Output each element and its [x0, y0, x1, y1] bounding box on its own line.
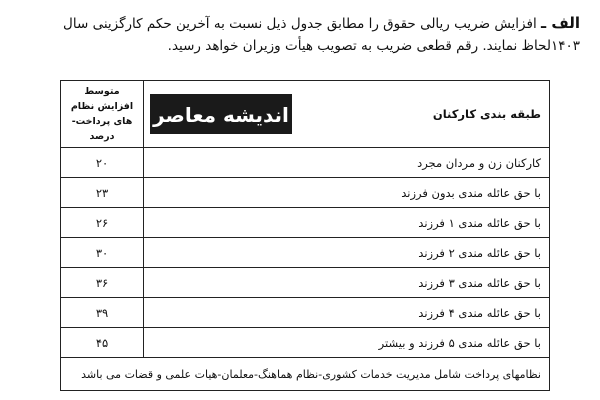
table-footer-row	[61, 358, 550, 391]
row-percent: ۲۰	[61, 148, 144, 178]
section-letter: الف ـ	[541, 14, 580, 32]
row-category: با حق عائله مندی بدون فرزند	[144, 178, 550, 208]
row-percent: ۳۹	[61, 298, 144, 328]
table-row	[61, 208, 550, 238]
intro-text: افزایش ضریب ریالی حقوق را مطابق جدول ذیل نسبت به آخرین حکم کارگزینی سال ۱۴۰۳لحاظ نمایند. رقم قطعی ضریب به تصویب هیأت وزیران خواهد رسید.	[63, 16, 580, 54]
row-percent: ۳۰	[61, 238, 144, 268]
row-category: با حق عائله مندی ۲ فرزند	[144, 238, 550, 268]
salary-increase-table	[60, 80, 550, 391]
row-category: با حق عائله مندی ۱ فرزند	[144, 208, 550, 238]
header-category-cell	[144, 81, 550, 148]
table-row	[61, 238, 550, 268]
header-percent: متوسط افزایش نظام های پرداخت-درصد	[61, 81, 144, 148]
row-category: با حق عائله مندی ۳ فرزند	[144, 268, 550, 298]
row-category: با حق عائله مندی ۴ فرزند	[144, 298, 550, 328]
row-percent: ۲۳	[61, 178, 144, 208]
logo-text: اندیشه معاصر	[153, 103, 289, 127]
row-category: کارکنان زن و مردان مجرد	[144, 148, 550, 178]
intro-paragraph	[30, 12, 580, 57]
row-percent: ۴۵	[61, 328, 144, 358]
row-percent: ۳۶	[61, 268, 144, 298]
table-footnote: نظامهای پرداخت شامل مدیریت خدمات کشوری-نظام هماهنگ-معلمان-هیات علمی و قضات می باشد	[61, 358, 550, 391]
table-row	[61, 268, 550, 298]
table-header-row	[61, 81, 550, 148]
header-category: طبقه بندی کارکنان	[432, 107, 541, 121]
row-category: با حق عائله مندی ۵ فرزند و بیشتر	[144, 328, 550, 358]
table-row	[61, 328, 550, 358]
table-row	[61, 298, 550, 328]
row-percent: ۲۶	[61, 208, 144, 238]
table-row	[61, 148, 550, 178]
logo-watermark	[150, 94, 292, 134]
table-row	[61, 178, 550, 208]
